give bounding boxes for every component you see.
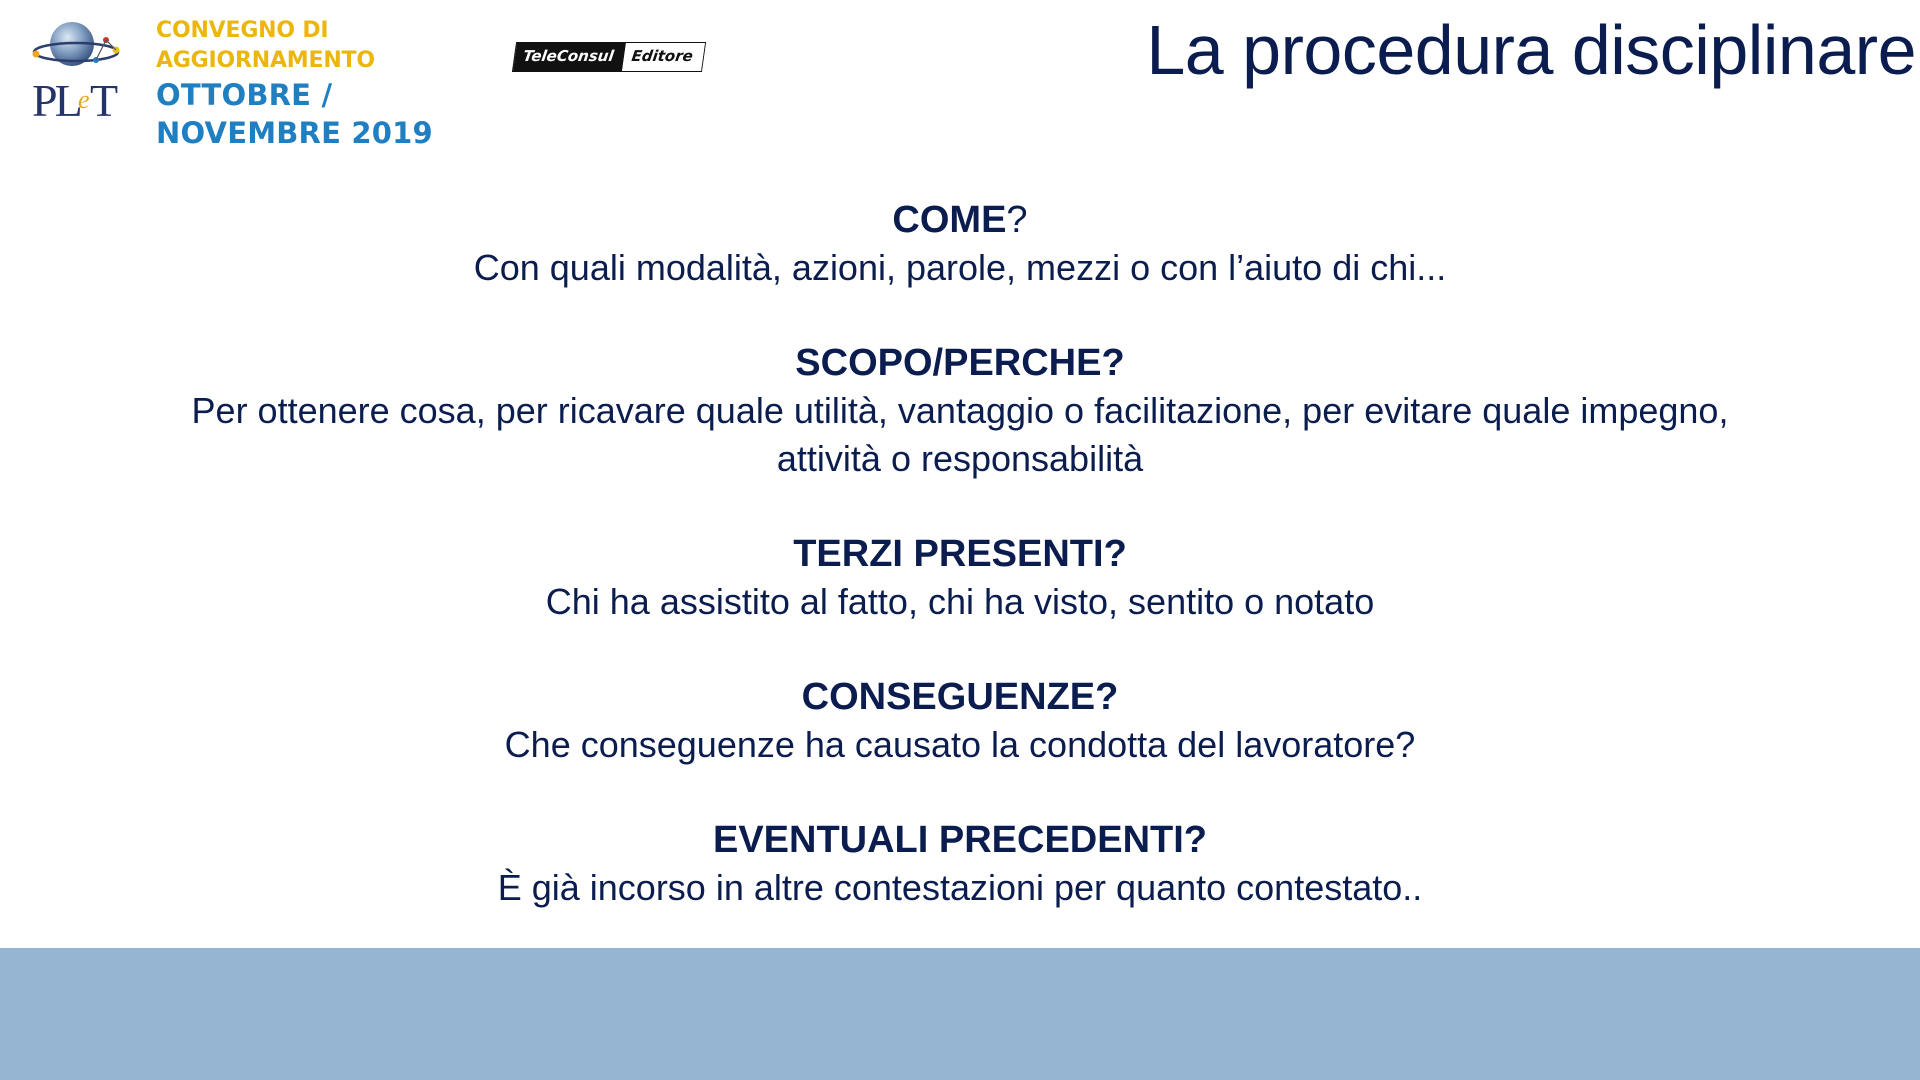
section-heading: TERZI PRESENTI?: [793, 533, 1127, 575]
event-line-3: OTTOBRE /: [156, 78, 333, 112]
section-text: Che conseguenze ha causato la condotta del lavoratore?: [504, 724, 1416, 765]
section-text: È già incorso in altre contestazioni per quanto contestato..: [497, 867, 1423, 908]
section-heading: SCOPO/PERCHE?: [795, 342, 1125, 384]
section-come: [60, 196, 1860, 292]
heading-suffix: ?: [1006, 199, 1028, 241]
publisher-name: TeleConsul: [513, 43, 625, 71]
event-info: [156, 16, 486, 152]
svg-text:e: e: [78, 85, 90, 114]
section-text: Con quali modalità, azioni, parole, mezzi o con l’aiuto di chi...: [473, 247, 1447, 288]
slide-title: La procedura disciplinare: [1146, 11, 1916, 89]
section-heading: EVENTUALI PRECEDENTI?: [712, 819, 1208, 861]
svg-text:T: T: [90, 75, 119, 122]
publisher-badge: [512, 42, 706, 72]
event-line-1: CONVEGNO DI: [156, 18, 329, 43]
section-text: Chi ha assistito al fatto, chi ha visto, sentito o notato: [545, 581, 1375, 622]
section-heading: CONSEGUENZE?: [801, 676, 1119, 718]
heading-text: COME: [892, 199, 1007, 241]
section-terzi: [60, 530, 1860, 626]
section-scopo: [60, 339, 1860, 483]
globe-logo-icon: [30, 18, 126, 122]
footer-band: [0, 948, 1920, 1080]
section-text-line-2: attività o responsabilità: [776, 438, 1144, 479]
event-line-2: AGGIORNAMENTO: [156, 48, 375, 73]
section-heading: [60, 196, 1860, 244]
svg-text:PL: PL: [32, 75, 80, 122]
section-precedenti: [60, 816, 1860, 912]
slide-content: [60, 196, 1860, 959]
section-text-line-1: Per ottenere cosa, per ricavare quale utilità, vantaggio o facilitazione, per evitare quale impegno,: [191, 390, 1729, 431]
publisher-label: Editore: [622, 43, 705, 71]
section-conseguenze: [60, 673, 1860, 769]
plet-logo: [30, 18, 126, 122]
event-line-4: NOVEMBRE 2019: [156, 116, 433, 150]
